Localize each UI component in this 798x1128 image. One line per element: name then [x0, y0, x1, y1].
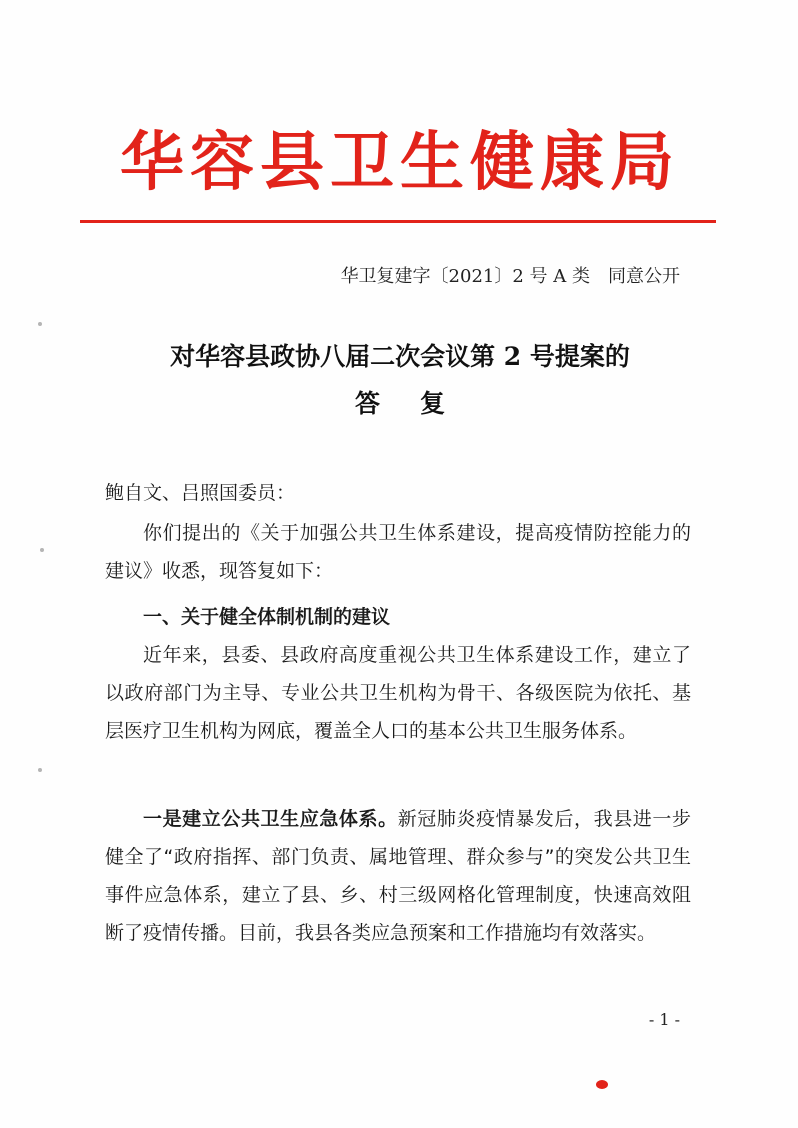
- letterhead-red-rule: [80, 220, 716, 223]
- salutation: 鲍自文、吕照国委员：: [105, 482, 296, 504]
- red-ink-dot: [596, 1080, 608, 1089]
- document-title-line-2: 答复: [354, 389, 485, 418]
- scan-speck: [38, 768, 42, 772]
- document-title-line-1: 对华容县政协八届二次会议第 2 号提案的: [170, 342, 630, 371]
- document-number: 华卫复建字〔2021〕2 号 A 类 同意公开: [340, 266, 680, 287]
- section-heading: 一、关于健全体制机制的建议: [143, 606, 391, 628]
- scan-speck: [38, 322, 42, 326]
- paragraph-emergency-system: [105, 800, 691, 952]
- paragraph-overview: 近年来，县委、县政府高度重视公共卫生体系建设工作，建立了以政府部门为主导、专业公共卫生机构为骨干、各级医院为依托、基层医疗卫生机构为网底，覆盖全人口的基本公共卫生服务体系。: [105, 644, 691, 742]
- paragraph-intro: 你们提出的《关于加强公共卫生体系建设，提高疫情防控能力的建议》收悉，现答复如下：: [105, 522, 691, 582]
- page-number: - 1 -: [648, 1010, 680, 1029]
- scan-speck: [40, 548, 44, 552]
- paragraph-lead-bold: 一是建立公共卫生应急体系。: [143, 808, 398, 830]
- agency-letterhead-title: 华容县卫生健康局: [120, 125, 680, 200]
- paragraph-body: 新冠肺炎疫情暴发后，我县进一步健全了“政府指挥、部门负责、属地管理、群众参与”的突发公共卫生事件应急体系，建立了县、乡、村三级网格化管理制度，快速高效阻断了疫情传播。目前，我县各类应急预案和工作措施均有效落实。: [105, 808, 691, 944]
